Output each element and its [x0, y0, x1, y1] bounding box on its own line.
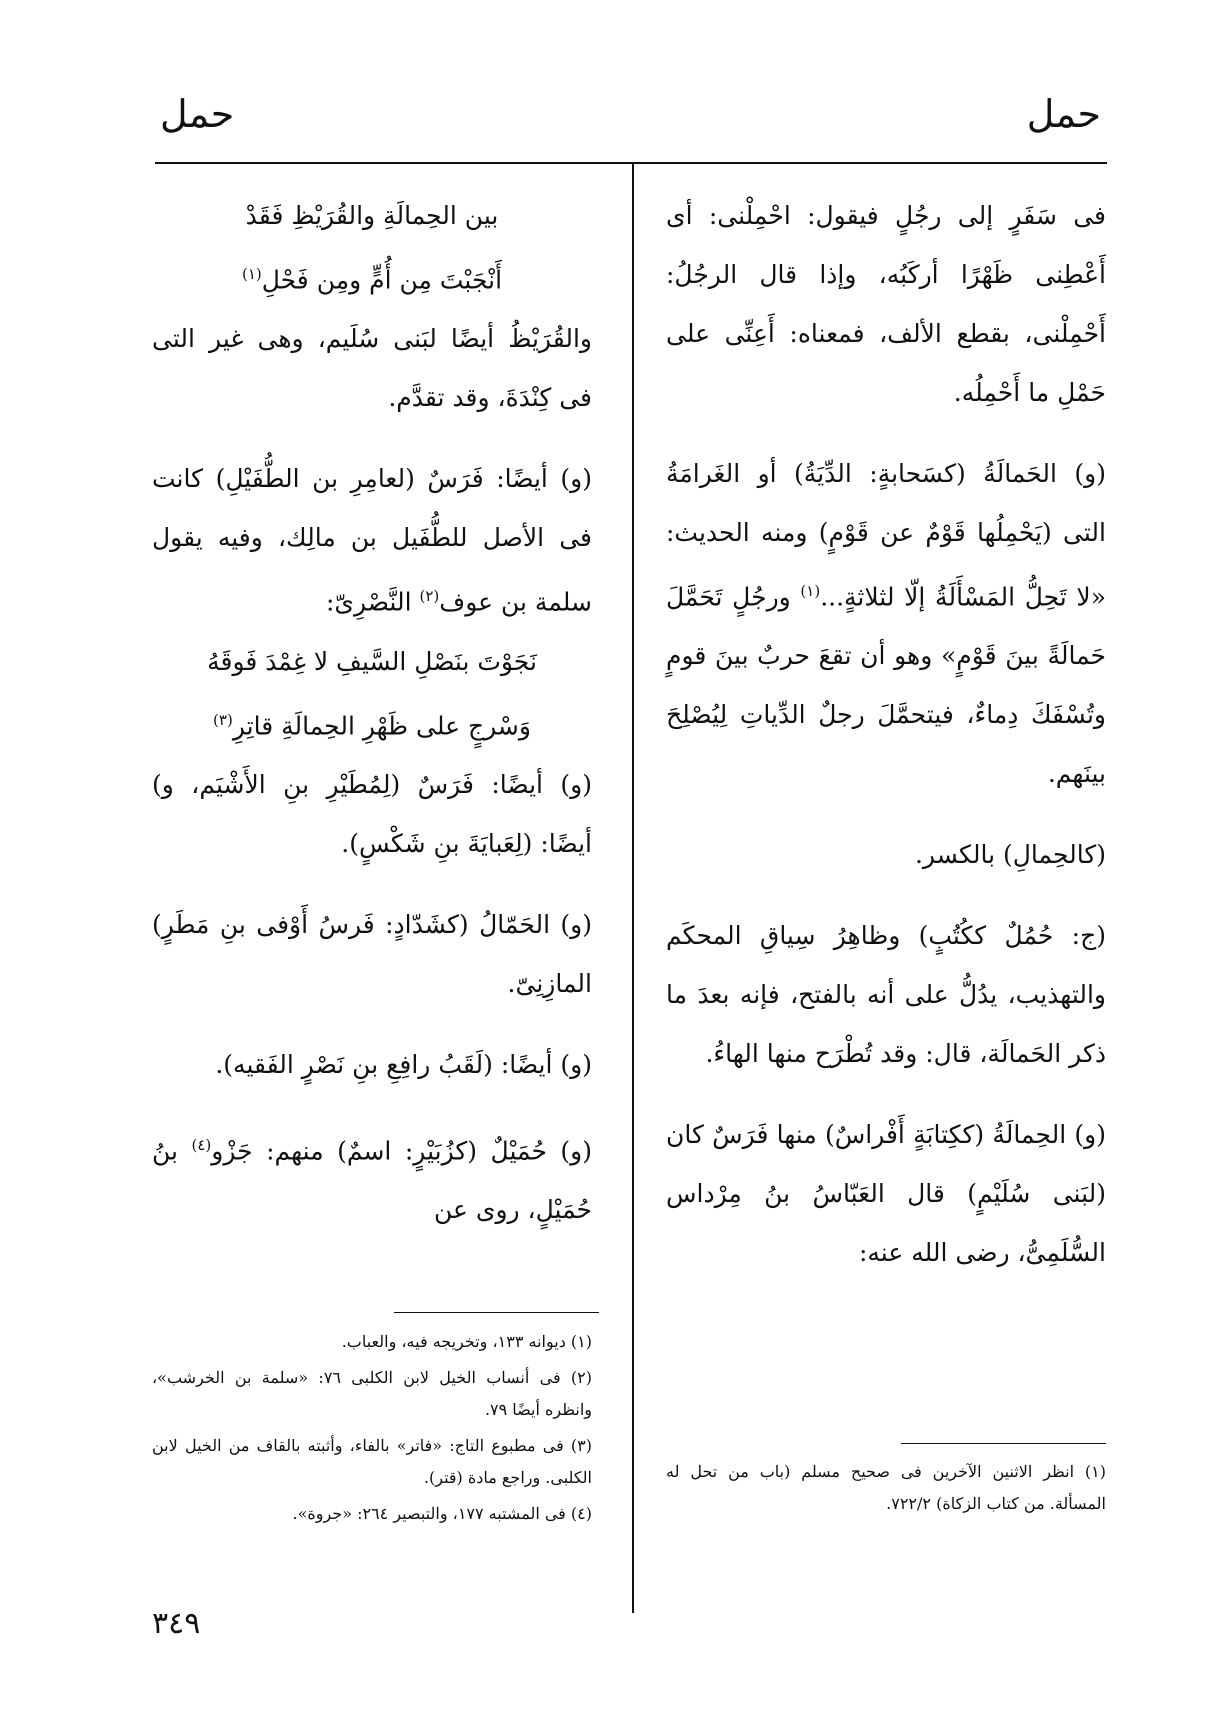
- footnote: (١) ديوانه ١٣٣، وتخريجه فيه، والعباب.: [341, 1332, 592, 1351]
- footnote-ref: (٤): [191, 1135, 212, 1154]
- poem-text: أَنْجَبْتَ مِن أُمٍّ ومِن فَحْلِ: [261, 265, 503, 295]
- running-head-left: حمل: [160, 92, 235, 136]
- poem-line: [152, 691, 592, 755]
- entry-text: (و) حُمَيْلٌ (كزُبَيْرٍ: اسمٌ) منهم: جَزْو: [211, 1136, 592, 1166]
- left-footnotes: [152, 1326, 592, 1534]
- poem-line: بين الحِمالَةِ والقُرَيْظِ فَقَدْ: [245, 201, 499, 230]
- entry-text: النَّصْرِىّ:: [325, 587, 420, 617]
- footnote: (٢) فى أنساب الخيل لابن الكلبى ٧٦: «سلمة بن الخرشب»، وانظره أيضًا ٧٩.: [152, 1368, 592, 1419]
- left-column: [152, 186, 592, 1239]
- footnote: (٣) فى مطبوع التاج: «فاتر» بالفاء، وأثبته بالقاف من الخيل لابن الكلبى. وراجع مادة (قتر).: [152, 1436, 592, 1487]
- entry-paragraph: (و) أيضًا: (لَقَبُ رافِعِ بنِ نَصْرٍ الفَقيه).: [215, 1049, 592, 1079]
- entry-paragraph: (ج: حُمُلٌ ككُتُبٍ) وظاهِرُ سِياقِ المحكَم والتهذيب، يدُلُّ على أنه بالفتح، فإنه بعدَ ما ذكر الحَمالَة، قال: وقد تُطْرَح منها الهاءُ.: [666, 921, 1106, 1069]
- entry-text: ورجُلٍ تَحَمَّلَ حَمالَةً بينَ قَوْمٍ» وهو أن تقعَ حربٌ بينَ قومٍ وتُسْفَكَ دِماءٌ، فيتحمَّلَ رجلٌ الدِّياتِ لِيُصْلِحَ بينَهم.: [666, 582, 1106, 789]
- entry-paragraph: (كالحِمالِ) بالكسر.: [914, 840, 1106, 870]
- footnote-ref: (١): [800, 582, 821, 600]
- footnote-rule-right: [901, 1443, 1106, 1444]
- entry-paragraph: (و) الحِمالَةُ (ككِتابَةٍ أَفْراسٌ) منها فَرَسٌ كان (لبَنى سُلَيْمٍ) قال العَبّاسُ بنُ مِرْداس السُّلَمِىُّ، رضى الله عنه:: [666, 1120, 1106, 1268]
- footnote: (١) انظر الاثنين الآخرين فى صحيح مسلم (باب من تحل له المسألة. من كتاب الزكاة) ٧٢٢/٢.: [666, 1462, 1106, 1513]
- entry-text: (و) الحَمالَةُ (كسَحابةٍ: الدِّيَةُ) أو الغَرامَةُ التى (يَحْمِلُها قَوْمٌ عن قَوْمٍ) ومنه الحديث: «لا تَحِلُّ المَسْأَلَةُ إلّا لثلاثةٍ...: [666, 459, 1106, 612]
- footnote: (٤) فى المشتبه ١٧٧، والتبصير ٢٦٤: «جروة».: [292, 1504, 592, 1523]
- footnote-ref: (٣): [213, 710, 233, 729]
- entry-paragraph: والقُرَيْظُ أيضًا لبَنى سُلَيم، وهى غير التى فى كِنْدَةَ، وقد تقدَّم.: [152, 324, 592, 413]
- entry-paragraph: [152, 1116, 592, 1239]
- entry-paragraph: (و) أيضًا: فَرَسٌ (لِمُطَيْرِ بنِ الأَشْيَم، و) أيضًا: (لِعَبايَةَ بنِ شَكْسٍ).: [152, 769, 592, 858]
- entry-paragraph: (و) الحَمّالُ (كشَدّادٍ: فَرسُ أَوْفى بنِ مَطَرٍ) المازِنِىّ.: [152, 909, 592, 998]
- entry-paragraph: [152, 449, 592, 631]
- entry-paragraph: [666, 444, 1106, 803]
- poem-line: نَجَوْتَ بنَصْلِ السَّيفِ لا غِمْدَ فَوقَهُ: [207, 646, 537, 676]
- entry-text: بنُ حُمَيْلٍ، روى عن: [152, 1136, 592, 1225]
- right-column: [666, 186, 1106, 1282]
- entry-text: (و) أيضًا: فَرَسٌ (لعامِرِ بن الطُّفَيْلِ) كانت فى الأصل للطُّفَيل بن مالِك، وفيه يقول سلمة بن عوف: [152, 464, 592, 617]
- page-number: ٣٤٩: [152, 1606, 201, 1641]
- right-footnotes: [666, 1456, 1106, 1524]
- header-rule: [155, 162, 1107, 164]
- entry-paragraph: فى سَفَرٍ إلى رجُلٍ فيقول: احْمِلْنى: أى أَعْطِنى ظَهْرًا أركَبُه، وإذا قال الرجُلُ: أَحْمِلْنى، بقطع الألف، فمعناه: أَعِنِّى على حَمْلِ ما أَحْمِلُه.: [666, 201, 1106, 407]
- poem-text: وَسْرجٍ على ظَهْرِ الحِمالَةِ قاتِرِ: [232, 710, 531, 740]
- column-divider: [632, 163, 634, 1613]
- poem-line: [152, 245, 592, 309]
- footnote-ref: (٢): [419, 587, 440, 606]
- footnote-ref: (١): [241, 265, 262, 283]
- running-head-right: حمل: [1026, 92, 1101, 136]
- footnote-rule-left: [394, 1312, 599, 1313]
